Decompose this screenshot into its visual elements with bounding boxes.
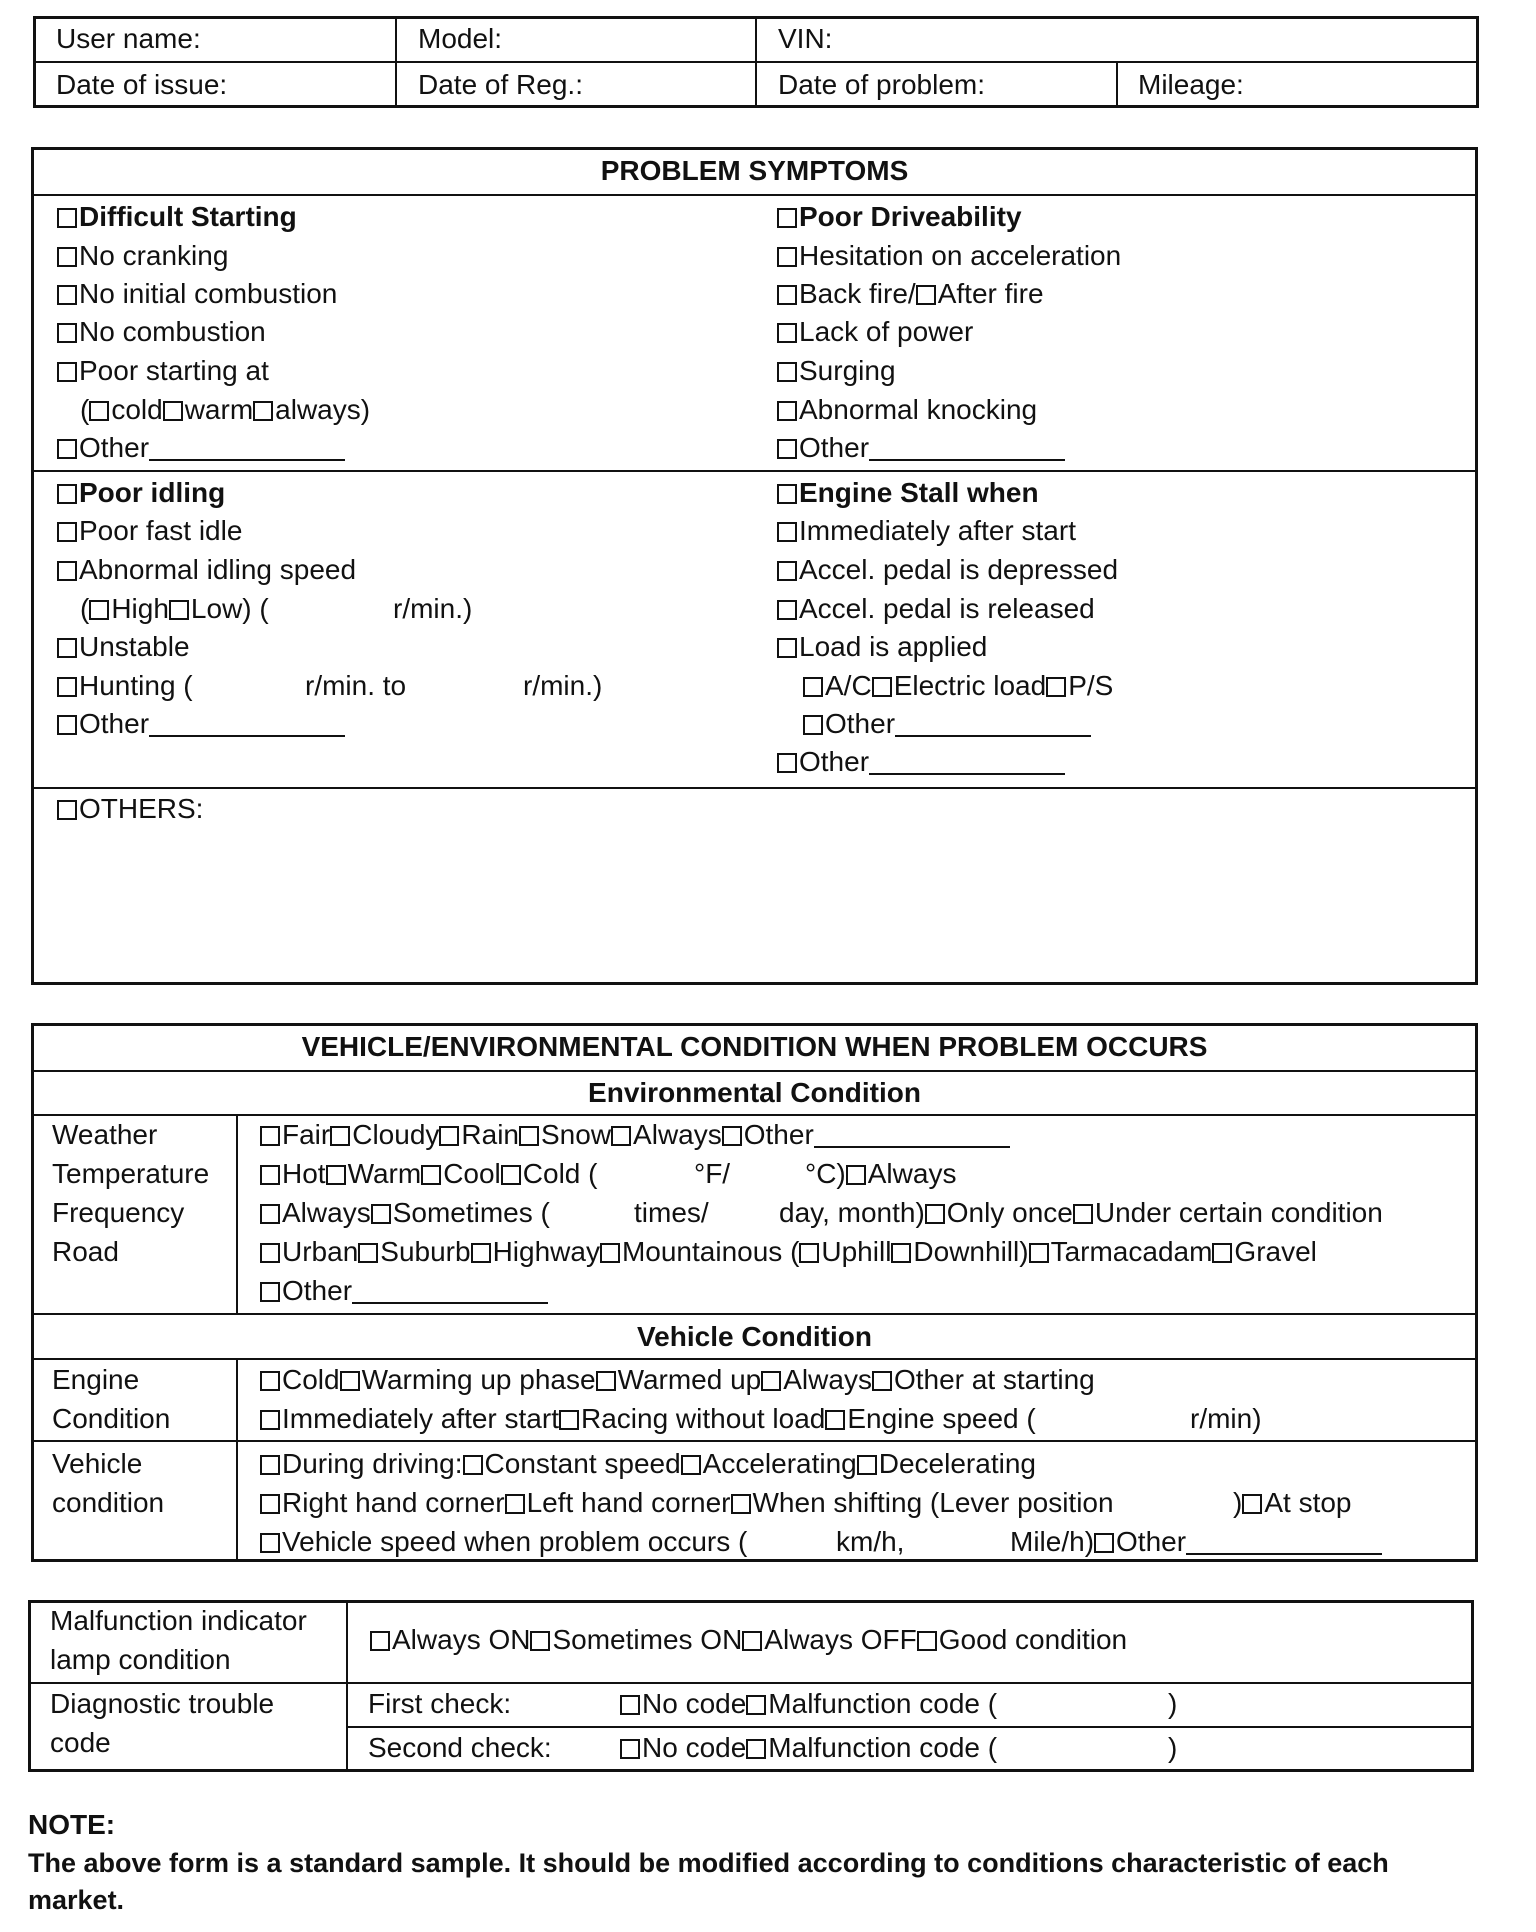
mileage-field[interactable]: Mileage: xyxy=(1138,69,1244,100)
lack-of-power-check[interactable]: Lack of power xyxy=(777,315,973,349)
note-text-line1: The above form is a standard sample. It should be modified according to conditions characteristic of each xyxy=(28,1848,1389,1878)
vehicle-condition-label-1: Vehicle xyxy=(52,1448,143,1479)
engine-condition-label-2: Condition xyxy=(52,1403,171,1434)
road-other-check[interactable]: Other xyxy=(260,1274,548,1308)
abnormal-knocking-check[interactable]: Abnormal knocking xyxy=(777,393,1037,427)
mil-label-2: lamp condition xyxy=(50,1644,231,1675)
stall-load-options[interactable]: A/C Electric load P/S xyxy=(803,669,1113,703)
corner-options[interactable]: Right hand corner Left hand corner When shifting (Lever position xyxy=(260,1486,1114,1520)
divider xyxy=(28,1682,1474,1684)
idling-other-check[interactable]: Other xyxy=(57,707,345,741)
vehicle-condition-label-2: condition xyxy=(52,1487,165,1518)
note-text-line2: market. xyxy=(28,1885,125,1915)
mil-label-1: Malfunction indicator xyxy=(50,1605,307,1636)
back-fire-check[interactable]: Back fire/ After fire xyxy=(777,277,1044,311)
stall-load-other-check[interactable]: Other xyxy=(803,707,1091,741)
env-condition-title: Environmental Condition xyxy=(588,1077,921,1108)
driveability-other-check[interactable]: Other xyxy=(777,431,1065,465)
second-check-close: ) xyxy=(1168,1732,1178,1763)
frequency-times: times/ xyxy=(634,1197,709,1228)
frequency-label: Frequency xyxy=(52,1197,185,1228)
hesitation-check[interactable]: Hesitation on acceleration xyxy=(777,239,1121,273)
engine-condition-options[interactable]: Cold Warming up phase Warmed up Always Other at starting xyxy=(260,1363,1095,1397)
date-of-issue-field[interactable]: Date of issue: xyxy=(56,69,228,100)
divider xyxy=(31,470,1478,472)
divider xyxy=(31,194,1478,196)
divider xyxy=(31,1313,1478,1315)
symptoms-title: PROBLEM SYMPTOMS xyxy=(600,155,909,186)
hunting-rmin-to: r/min. to xyxy=(305,670,407,701)
idling-high-low[interactable]: ( High Low) ( xyxy=(80,593,269,624)
divider xyxy=(31,1114,1478,1116)
weather-label: Weather xyxy=(52,1119,158,1150)
engine-rmin: r/min) xyxy=(1190,1403,1262,1434)
vehicle-condition-title: Vehicle Condition xyxy=(637,1321,872,1352)
second-check-options[interactable]: No code Malfunction code ( xyxy=(620,1731,997,1765)
others-check[interactable]: OTHERS: xyxy=(57,792,203,826)
unstable-check[interactable]: Unstable xyxy=(57,630,190,664)
dtc-label-1: Diagnostic trouble xyxy=(50,1688,275,1719)
date-of-problem-field[interactable]: Date of problem: xyxy=(778,69,985,100)
starting-other-check[interactable]: Other xyxy=(57,431,345,465)
divider xyxy=(31,787,1478,789)
divider xyxy=(31,1440,1478,1442)
stall-pedal-depressed-check[interactable]: Accel. pedal is depressed xyxy=(777,553,1118,587)
at-stop-check[interactable]: ) At stop xyxy=(1233,1487,1352,1518)
road-options[interactable]: Urban Suburb Highway Mountainous ( Uphill Downhill) Tarmacadam Gravel xyxy=(260,1235,1317,1269)
stall-after-start-check[interactable]: Immediately after start xyxy=(777,514,1076,548)
first-check-options[interactable]: No code Malfunction code ( xyxy=(620,1687,997,1721)
abnormal-idling-check[interactable]: Abnormal idling speed xyxy=(57,553,356,587)
poor-fast-idle-check[interactable]: Poor fast idle xyxy=(57,514,242,548)
user-name-field[interactable]: User name: xyxy=(56,23,201,54)
header-col-line xyxy=(755,16,757,108)
vehicle-speed-kmh: km/h, xyxy=(836,1526,905,1557)
date-of-reg-field[interactable]: Date of Reg.: xyxy=(418,69,583,100)
surging-check[interactable]: Surging xyxy=(777,354,896,388)
mil-options[interactable]: Always ON Sometimes ON Always OFF Good condition xyxy=(370,1623,1127,1657)
poor-starting-options[interactable]: ( cold warm always) xyxy=(80,394,371,425)
env-col-line xyxy=(236,1114,238,1314)
engine-condition-label-1: Engine xyxy=(52,1364,140,1395)
diag-col-line xyxy=(346,1600,348,1772)
frequency-options[interactable]: Always Sometimes ( xyxy=(260,1196,550,1230)
divider xyxy=(31,1070,1478,1072)
veh-col-line xyxy=(236,1358,238,1562)
model-field[interactable]: Model: xyxy=(418,23,503,54)
hunting-rmin-end: r/min.) xyxy=(523,670,603,701)
driving-options[interactable]: During driving: Constant speed Accelerating Decelerating xyxy=(260,1447,1036,1481)
header-col-line xyxy=(1116,61,1118,108)
header-col-line xyxy=(395,16,397,108)
vin-field[interactable]: VIN: xyxy=(778,23,833,54)
no-initial-combustion-check[interactable]: No initial combustion xyxy=(57,277,337,311)
stall-load-applied-check[interactable]: Load is applied xyxy=(777,630,987,664)
temperature-c-always[interactable]: °C) Always xyxy=(805,1158,957,1189)
idling-rmin: r/min.) xyxy=(393,593,473,624)
poor-idling-check[interactable]: Poor idling xyxy=(57,476,225,510)
no-cranking-check[interactable]: No cranking xyxy=(57,239,228,273)
temperature-label: Temperature xyxy=(52,1158,210,1189)
stall-pedal-released-check[interactable]: Accel. pedal is released xyxy=(777,592,1095,626)
no-combustion-check[interactable]: No combustion xyxy=(57,315,266,349)
poor-driveability-check[interactable]: Poor Driveability xyxy=(777,200,1022,234)
difficult-starting-check[interactable]: Difficult Starting xyxy=(57,200,297,234)
note-label: NOTE: xyxy=(28,1809,116,1840)
dtc-label-2: code xyxy=(50,1727,111,1758)
road-label: Road xyxy=(52,1236,119,1267)
first-check-label: First check: xyxy=(368,1688,512,1719)
stall-other-check[interactable]: Other xyxy=(777,745,1065,779)
engine-start-options[interactable]: Immediately after start Racing without load Engine speed ( xyxy=(260,1402,1036,1436)
weather-options[interactable]: Fair Cloudy Rain Snow Always Other xyxy=(260,1118,1010,1152)
divider xyxy=(31,1358,1478,1360)
engine-stall-check[interactable]: Engine Stall when xyxy=(777,476,1039,510)
second-check-label: Second check: xyxy=(368,1732,552,1763)
frequency-day-options[interactable]: day, month) Only once Under certain condition xyxy=(779,1197,1383,1228)
vehicle-speed-check[interactable]: Vehicle speed when problem occurs ( xyxy=(260,1525,747,1559)
hunting-check[interactable]: Hunting ( xyxy=(57,669,193,703)
first-check-close: ) xyxy=(1168,1688,1178,1719)
temperature-options[interactable]: Hot Warm Cool Cold ( xyxy=(260,1157,597,1191)
temperature-f: °F/ xyxy=(694,1158,731,1189)
poor-starting-check[interactable]: Poor starting at xyxy=(57,354,269,388)
vehicle-env-title: VEHICLE/ENVIRONMENTAL CONDITION WHEN PROBLEM OCCURS xyxy=(301,1031,1208,1062)
vehicle-speed-other[interactable]: Mile/h) Other xyxy=(1010,1525,1382,1559)
divider xyxy=(346,1726,1474,1728)
